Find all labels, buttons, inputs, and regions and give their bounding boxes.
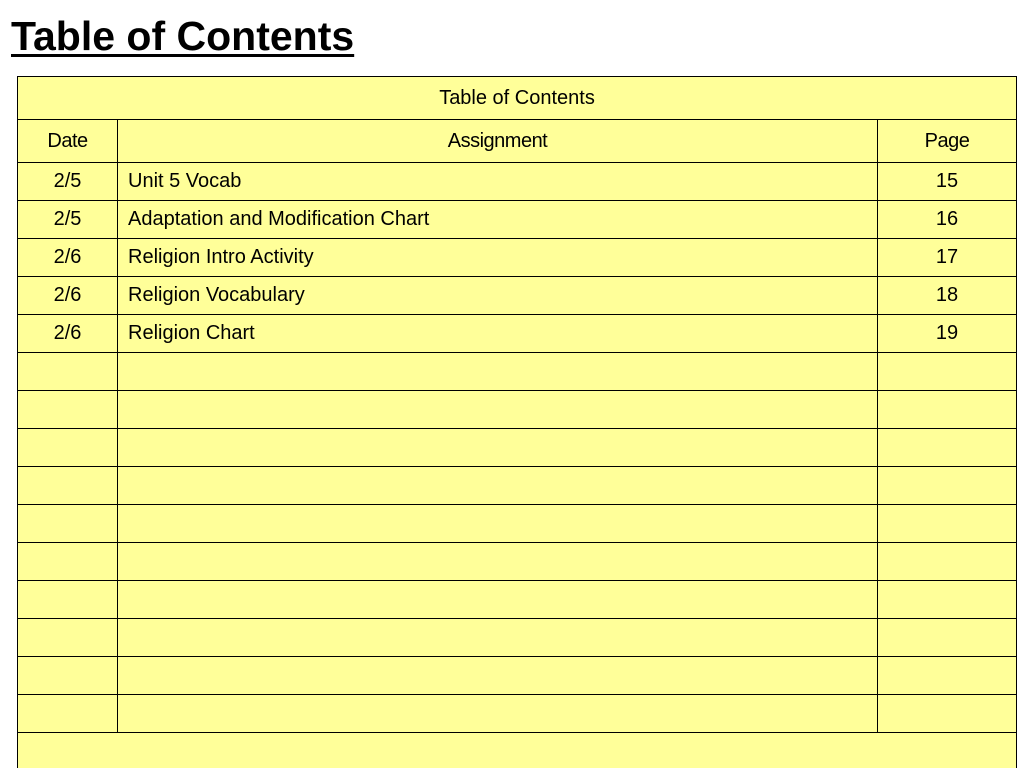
header-page: Page xyxy=(878,120,1017,163)
table-row xyxy=(18,277,1017,315)
empty-row xyxy=(18,505,1017,543)
cell-assignment xyxy=(118,391,878,429)
cell-date xyxy=(18,429,118,467)
empty-row xyxy=(18,581,1017,619)
empty-row xyxy=(18,353,1017,391)
cell-page xyxy=(878,391,1017,429)
cell-page xyxy=(878,695,1017,733)
cell-date xyxy=(18,505,118,543)
empty-row xyxy=(18,543,1017,581)
table-row xyxy=(18,315,1017,353)
table-row xyxy=(18,239,1017,277)
cell-assignment xyxy=(118,429,878,467)
footer-row xyxy=(18,733,1017,768)
cell-assignment xyxy=(118,543,878,581)
cell-date: 2/5 xyxy=(18,163,118,201)
toc-table xyxy=(17,76,1017,768)
cell-assignment: Religion Chart xyxy=(118,315,878,353)
cell-assignment: Adaptation and Modification Chart xyxy=(118,201,878,239)
cell-assignment: Religion Vocabulary xyxy=(118,277,878,315)
cell-page xyxy=(878,429,1017,467)
cell-date xyxy=(18,581,118,619)
cell-date xyxy=(18,695,118,733)
empty-row xyxy=(18,619,1017,657)
cell-page xyxy=(878,619,1017,657)
cell-page xyxy=(878,657,1017,695)
footer-cell xyxy=(18,733,1017,768)
cell-assignment xyxy=(118,505,878,543)
page-title: Table of Contents xyxy=(11,13,355,59)
cell-page xyxy=(878,505,1017,543)
cell-date xyxy=(18,543,118,581)
empty-row xyxy=(18,391,1017,429)
empty-row xyxy=(18,695,1017,733)
cell-assignment xyxy=(118,353,878,391)
empty-row xyxy=(18,467,1017,505)
table-row xyxy=(18,163,1017,201)
cell-assignment xyxy=(118,581,878,619)
cell-page xyxy=(878,581,1017,619)
table-caption: Table of Contents xyxy=(18,77,1017,120)
cell-page: 15 xyxy=(878,163,1017,201)
cell-page: 16 xyxy=(878,201,1017,239)
cell-assignment xyxy=(118,695,878,733)
cell-assignment xyxy=(118,467,878,505)
cell-page: 19 xyxy=(878,315,1017,353)
table-row xyxy=(18,201,1017,239)
cell-page: 17 xyxy=(878,239,1017,277)
cell-date xyxy=(18,391,118,429)
cell-assignment xyxy=(118,619,878,657)
cell-page xyxy=(878,467,1017,505)
cell-date: 2/6 xyxy=(18,239,118,277)
cell-date xyxy=(18,619,118,657)
header-row xyxy=(18,120,1017,163)
cell-page: 18 xyxy=(878,277,1017,315)
empty-row xyxy=(18,657,1017,695)
cell-page xyxy=(878,353,1017,391)
cell-date: 2/5 xyxy=(18,201,118,239)
cell-date xyxy=(18,467,118,505)
cell-date xyxy=(18,657,118,695)
header-assignment: Assignment xyxy=(118,120,878,163)
header-date: Date xyxy=(18,120,118,163)
cell-page xyxy=(878,543,1017,581)
caption-row xyxy=(18,77,1017,120)
cell-assignment: Religion Intro Activity xyxy=(118,239,878,277)
cell-date: 2/6 xyxy=(18,277,118,315)
cell-assignment xyxy=(118,657,878,695)
cell-date: 2/6 xyxy=(18,315,118,353)
empty-row xyxy=(18,429,1017,467)
cell-assignment: Unit 5 Vocab xyxy=(118,163,878,201)
cell-date xyxy=(18,353,118,391)
